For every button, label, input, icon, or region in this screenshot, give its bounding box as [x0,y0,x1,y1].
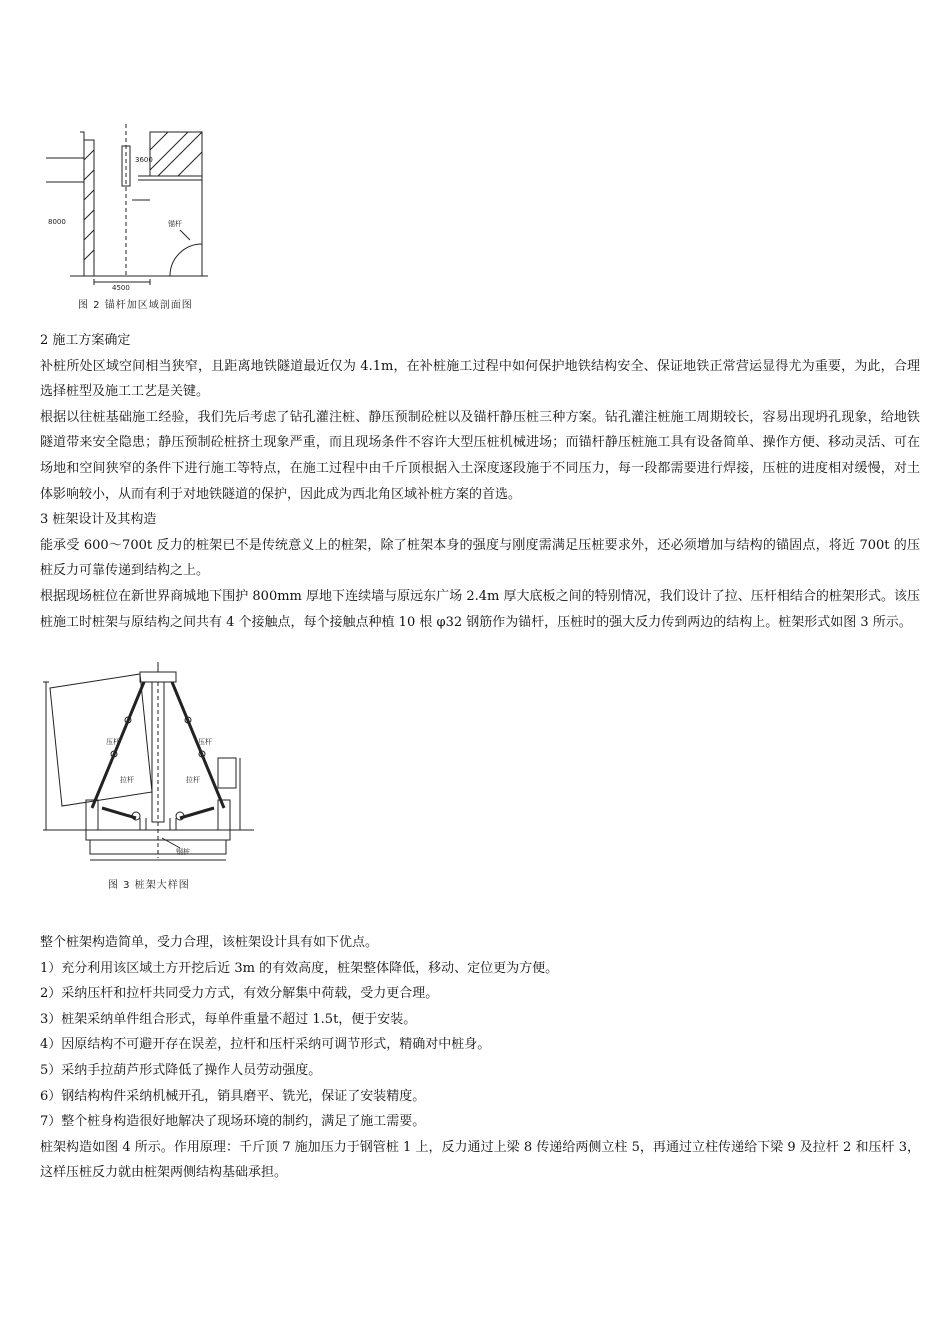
figure-3-caption: 图 3 桩架大样图 [108,880,190,891]
list-item: 7）整个桩身构造很好地解决了现场环境的制约，满足了施工需要。 [40,1114,426,1130]
figure-2-caption: 图 2 锚杆加区域剖面图 [78,300,193,311]
list-item: 6）钢结构构件采纳机械开孔，销具磨平、铣光，保证了安装精度。 [40,1088,426,1104]
figure-3-label: 拉杆 [120,776,134,784]
top-beam [140,672,176,682]
paragraph: 补桩所处区域空间相当狭窄，且距离地铁隧道最近仅为 4.1m，在补桩施工过程中如何保护地铁结构安全、保证地铁正常营运显得尤为重要，为此，合理选择桩型及施工工艺是关键。 [40,358,920,400]
figure-2-label: 8000 [48,218,66,226]
figure-3-drawing [40,658,260,868]
figure-3 [40,658,260,896]
paragraph: 整个桩架构造简单，受力合理，该桩架设计具有如下优点。 [40,935,379,950]
section-heading: 2 施工方案确定 [40,333,131,348]
figure-3-label: 钢桩 [176,848,190,856]
figure-2 [40,120,220,316]
list-item: 1）充分利用该区域土方开挖后近 3m 的有效高度，桩架整体降低，移动、定位更为方便。 [40,960,559,976]
figure-3-label: 压杆 [198,738,212,746]
figure-2-label: 3600 [135,156,153,164]
figure-2-drawing [40,120,220,290]
list-item: 4）因原结构不可避开存在误差，拉杆和压杆采纳可调节形式，精确对中桩身。 [40,1037,491,1053]
list-item: 2）采纳压杆和拉杆共同受力方式，有效分解集中荷载，受力更合理。 [40,986,439,1002]
text-block-1 [40,328,920,635]
section-heading: 3 桩架设计及其构造 [40,512,157,528]
text-block-2 [40,930,920,1186]
figure-3-label: 压杆 [106,738,120,746]
figure-2-label: 锚杆 [168,220,182,228]
list-item: 3）桩架采纳单件组合形式，每单件重量不超过 1.5t，便于安装。 [40,1011,417,1027]
paragraph: 桩架构造如图 4 所示。作用原理：千斤顶 7 施加压力于钢管桩 1 上，反力通过上梁 8 传递给两侧立柱 5，再通过立柱传递给下梁 9 及拉杆 2 和压杆 3，这样压桩反力就由桩架两侧结构基础承担。 [40,1139,920,1181]
top-slab [150,132,202,176]
list-item: 5）采纳手拉葫芦形式降低了操作人员劳动强度。 [40,1062,322,1078]
paragraph: 根据现场桩位在新世界商城地下围护 800mm 厚地下连续墙与原远东广场 2.4m 厚大底板之间的特别情况，我们设计了拉、压杆相结合的桩架形式。该压桩施工时桩架与原结构之间共有 4 个接触点，每个接触点种植 10 根 φ32 钢筋作为锚杆，压桩时的强大反力传到两边的结构上。桩架形式如图 3 所示。 [40,588,920,630]
figure-3-label: 拉杆 [186,776,200,784]
figure-2-label: 4500 [112,284,130,290]
paragraph: 根据以往桩基础施工经验，我们先后考虑了钻孔灌注桩、静压预制砼桩以及锚杆静压桩三种方案。钻孔灌注桩施工周期较长，容易出现坍孔现象，给地铁隧道带来安全隐患；静压预制砼桩挤土现象严重，而且现场条件不容许大型压桩机械进场；而锚杆静压桩施工具有设备简单、操作方便、移动灵活、可在场地和空间狭窄的条件下进行施工等特点，在施工过程中由千斤顶根据入土深度逐段施于不同压力，每一段都需要进行焊接，压桩的进度相对缓慢，对土体影响较小，从而有利于对地铁隧道的保护，因此成为西北角区域补桩方案的首选。 [40,409,920,502]
paragraph: 能承受 600～700t 反力的桩架已不是传统意义上的桩架，除了桩架本身的强度与刚度需满足压桩要求外，还必须增加与结构的锚固点，将近 700t 的压桩反力可靠传递到结构之上。 [40,537,920,579]
